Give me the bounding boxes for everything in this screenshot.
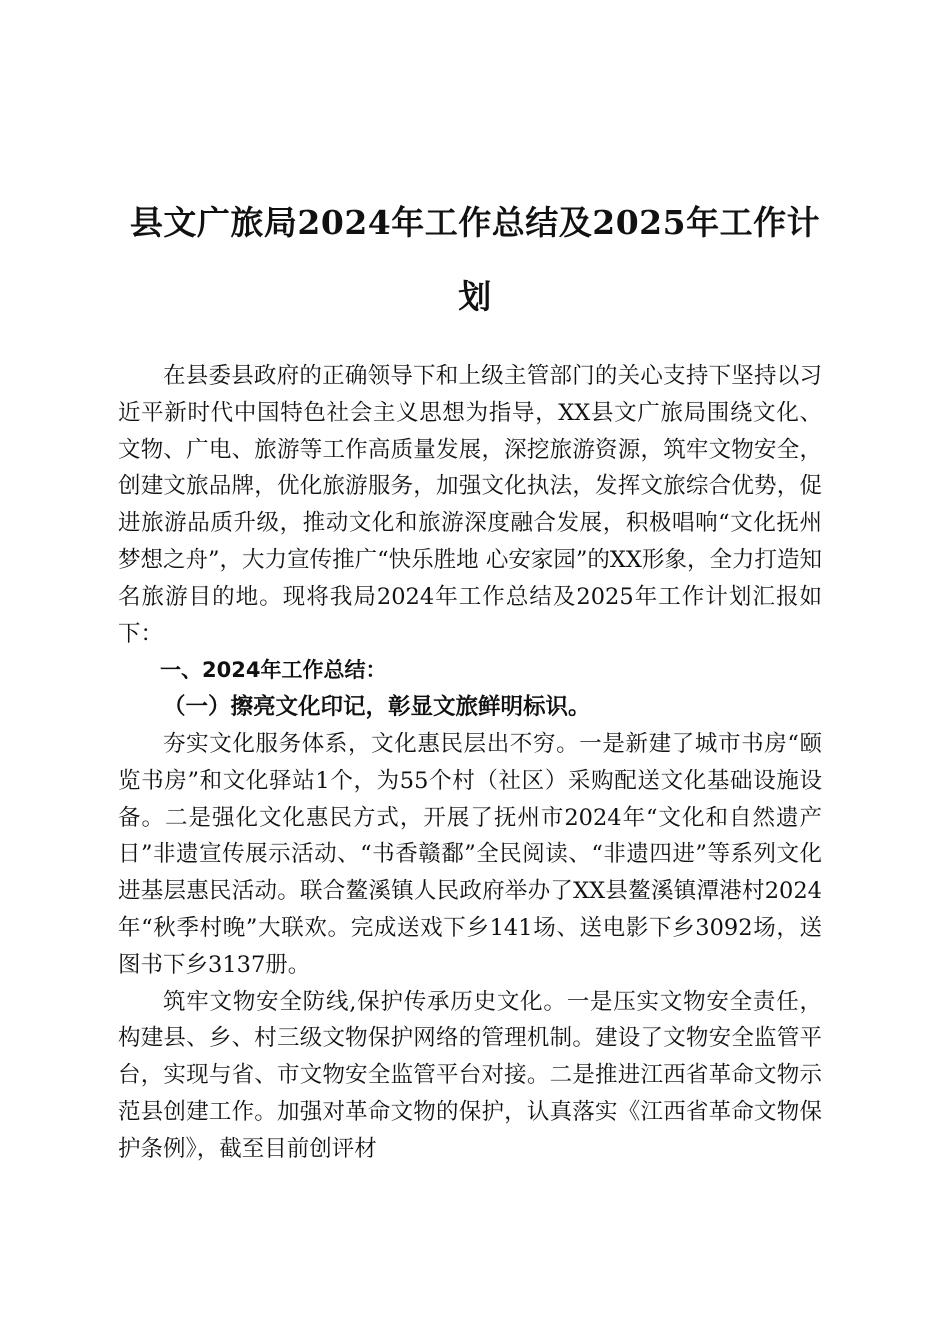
body-paragraph: 筑牢文物安全防线,保护传承历史文化。一是压实文物安全责任，构建县、乡、村三级文物保护网络的管理机制。建设了文物安全监管平台，实现与省、市文物安全监管平台对接。二是推进江西省革命文物示范县创建工作。加强对革命文物的保护，认真落实《江西省革命文物保护条例》，截至目前创评材	[118, 988, 822, 1162]
section-heading: 一、2024年工作总结：	[160, 658, 387, 683]
document-body	[118, 358, 822, 1168]
document-title	[110, 186, 840, 334]
subsection-heading: （一）擦亮文化印记，彰显文旅鲜明标识。	[163, 694, 591, 721]
title-line-1: 县文广旅局2024年工作总结及2025年工作计	[129, 203, 821, 242]
title-line-2: 划	[458, 277, 492, 316]
intro-paragraph: 在县委县政府的正确领导下和上级主管部门的关心支持下坚持以习近平新时代中国特色社会主义思想为指导，XX县文广旅局围绕文化、文物、广电、旅游等工作高质量发展，深挖旅游资源，筑牢文物安全，创建文旅品牌，优化旅游服务，加强文化执法，发挥文旅综合优势，促进旅游品质升级，推动文化和旅游深度融合发展，积极唱响“文化抚州 梦想之舟”，大力宣传推广“快乐胜地 心安家园”的XX形象，全力打造知名旅游目的地。现将我局2024年工作总结及2025年工作计划汇报如下：	[118, 363, 822, 647]
body-paragraph: 夯实文化服务体系，文化惠民层出不穷。一是新建了城市书房“颐览书房”和文化驿站1个，为55个村（社区）采购配送文化基础设施设备。二是强化文化惠民方式，开展了抚州市2024年“文化和自然遗产日”非遗宣传展示活动、“书香赣鄱”全民阅读、“非遗四进”等系列文化进基层惠民活动。联合鳌溪镇人民政府举办了XX县鳌溪镇潭港村2024年“秋季村晚”大联欢。完成送戏下乡141场、送电影下乡3092场，送图书下乡3137册。	[118, 730, 822, 978]
